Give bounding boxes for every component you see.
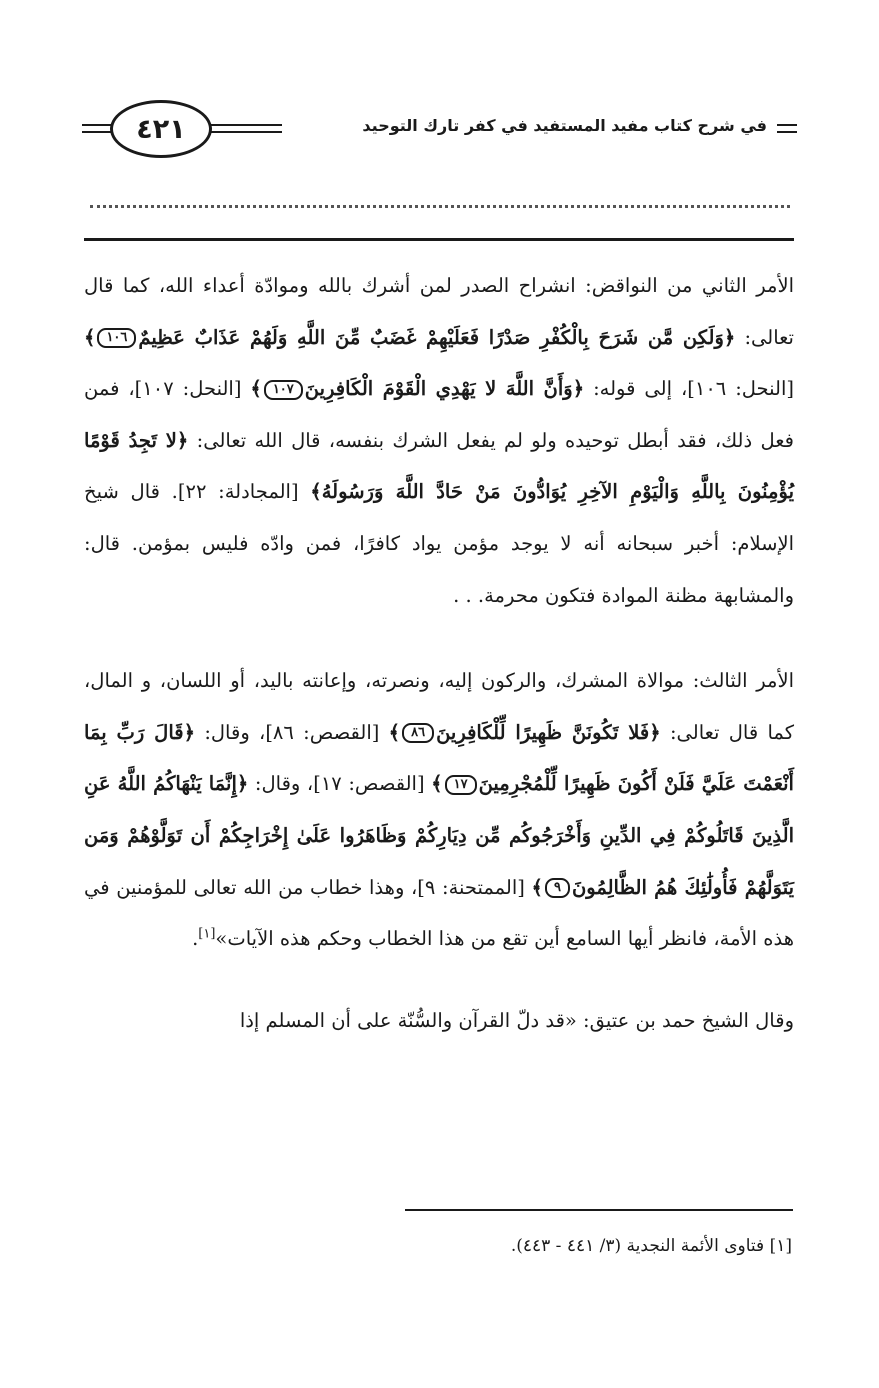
- text-run: [الممتحنة: ٩]، وهذا خطاب من الله تعالى للمؤمنين في هذه الأمة، فانظر أيها السامع أين تقع من هذا الخطاب وحكم هذه الآيات»: [84, 875, 794, 951]
- quran-verse: ﴿قَالَ رَبِّ بِمَا أَنْعَمْتَ عَلَيَّ فَلَنْ أَكُونَ ظَهِيرًا لِّلْمُجْرِمِينَ: [84, 720, 794, 796]
- quran-closing-bracket: ﴾: [250, 377, 262, 401]
- header-rule: [84, 238, 794, 241]
- footnote-separator: [405, 1209, 793, 1211]
- text-run: [المجادلة: ٢٢]. قال شيخ الإسلام: أخبر سبحانه أنه لا يوجد مؤمن يواد كافرًا، فمن وادّه فليس بمؤمن. قال: والمشابهة مظنة الموادة فتكون محرمة. . .: [84, 480, 794, 607]
- main-text: [84, 260, 794, 1046]
- text-run: [النحل: ١٠٦]، إلى قوله:: [584, 377, 795, 401]
- quran-verse: ﴿فَلا تَكُونَنَّ ظَهِيرًا لِّلْكَافِرِينَ: [436, 720, 661, 744]
- quran-verse: ﴿وَأَنَّ اللَّهَ لا يَهْدِي الْقَوْمَ الْكَافِرِينَ: [304, 377, 585, 401]
- quran-verse: ﴿لا تَجِدُ قَوْمًا يُؤْمِنُونَ بِاللَّهِ وَالْيَوْمِ الآخِرِ يُوَادُّونَ مَنْ حَادَّ اللَّهَ وَرَسُولَهُ﴾: [84, 428, 794, 504]
- quran-verse: ﴿إِنَّمَا يَنْهَاكُمُ اللَّهُ عَنِ الَّذِينَ قَاتَلُوكُمْ فِي الدِّينِ وَأَخْرَجُوكُم مِّن دِيَارِكُمْ وَظَاهَرُوا عَلَىٰ إِخْرَاجِكُمْ أَن تَوَلَّوْهُمْ وَمَن يَتَوَلَّهُمْ فَأُولَٰئِكَ هُمُ الظَّالِمُونَ: [84, 772, 794, 899]
- text-run: .: [192, 927, 199, 951]
- footnote: [١] فتاوى الأئمة النجدية (٣/ ٤٤١ - ٤٤٣).: [510, 1236, 792, 1256]
- text-run: [النحل: ١٠٧]، فمن فعل ذلك، فقد أبطل توحيده ولو لم يفعل الشرك بنفسه، قال الله تعالى:: [84, 377, 794, 452]
- running-header: [82, 94, 797, 164]
- text-run: [القصص: ١٧]، وقال:: [248, 772, 432, 796]
- paragraph-third-nullifier: [84, 655, 794, 965]
- footnote-reference[interactable]: [١]: [198, 926, 216, 942]
- verse-number-marker: ٩: [545, 878, 570, 898]
- quran-closing-bracket: ﴾: [431, 772, 443, 796]
- quran-closing-bracket: ﴾: [84, 325, 96, 349]
- paragraph-second-nullifier: [84, 260, 794, 621]
- verse-number-marker: ١٠٧: [264, 380, 303, 400]
- text-run: الأمر الثالث: موالاة المشرك، والركون إليه، ونصرته، وإعانته باليد، أو اللسان، و المال، كما قال تعالى:: [84, 669, 794, 744]
- page-number-badge: ٤٢١: [110, 100, 212, 158]
- verse-number-marker: ١٠٦: [97, 328, 136, 348]
- text-run: [القصص: ٨٦]، وقال:: [195, 720, 389, 744]
- text-run: الأمر الثاني من النواقض: انشراح الصدر لمن أشرك بالله وموادّة أعداء الله، كما قال تعالى:: [84, 274, 794, 349]
- header-double-rule-right: [777, 124, 797, 133]
- verse-number-marker: ٨٦: [402, 723, 434, 743]
- quran-closing-bracket: ﴾: [388, 720, 401, 744]
- quran-verse: ﴿وَلَكِن مَّن شَرَحَ بِالْكُفْرِ صَدْرًا فَعَلَيْهِمْ غَضَبٌ مِّنَ اللَّهِ وَلَهُمْ عَذَابٌ عَظِيمٌ: [138, 325, 736, 349]
- quran-closing-bracket: ﴾: [531, 875, 543, 899]
- header-book-title: في شرح كتاب مفيد المستفيد في كفر تارك التوحيد: [362, 116, 767, 135]
- dotted-separator: [90, 205, 790, 208]
- verse-number-marker: ١٧: [445, 775, 477, 795]
- paragraph-hamad-ibn-atiq: وقال الشيخ حمد بن عتيق: «قد دلّ القرآن والسُّنّة على أن المسلم إذا: [239, 1008, 794, 1032]
